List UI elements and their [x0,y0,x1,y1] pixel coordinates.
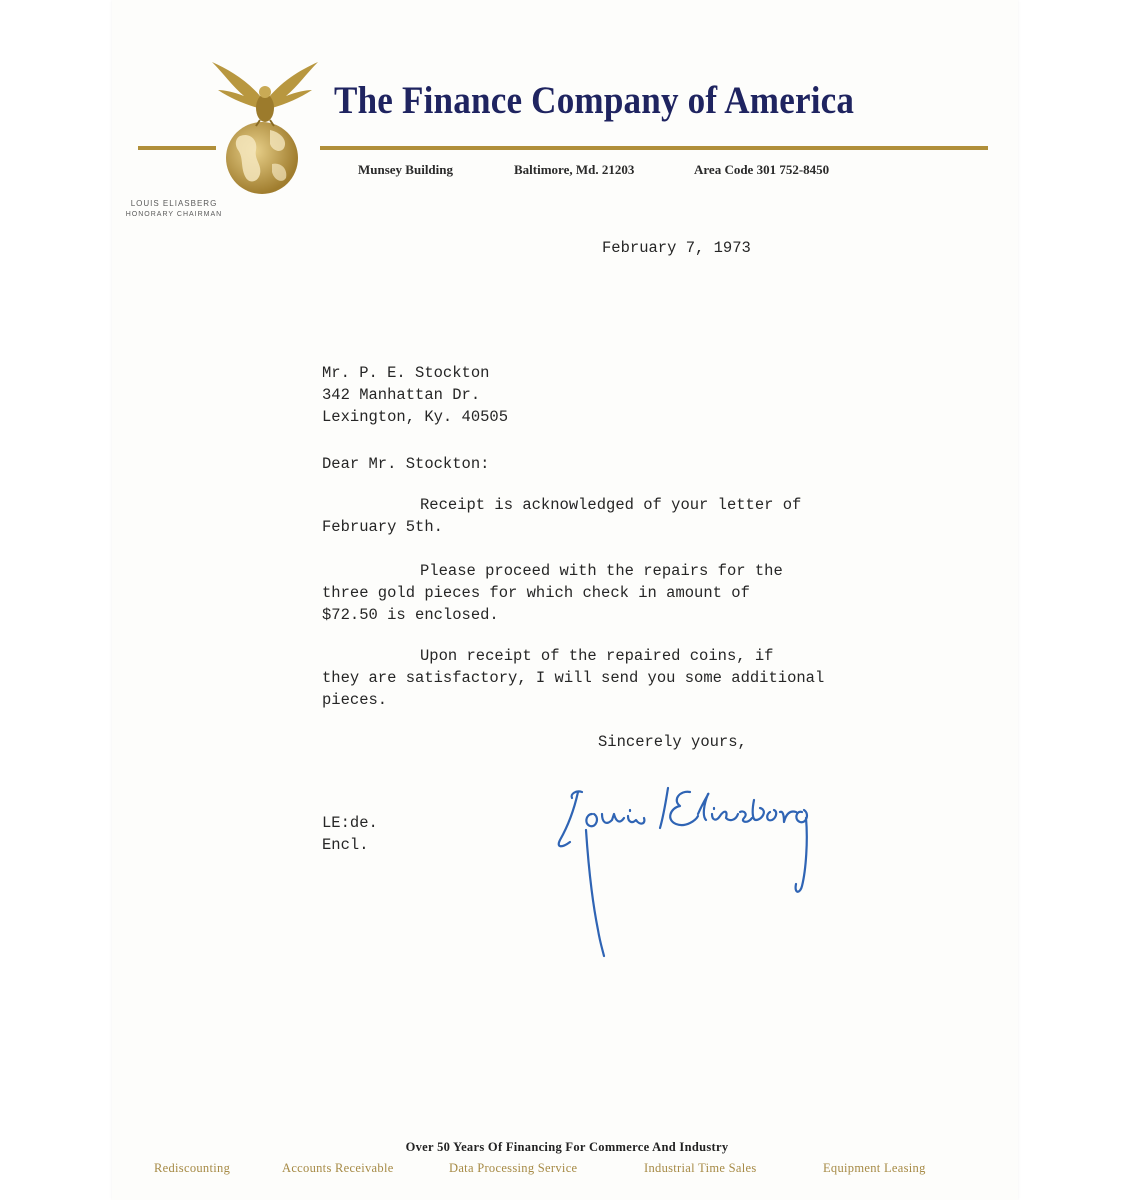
company-name: The Finance Company of America [334,79,855,122]
service-item: Data Processing Service [449,1161,578,1175]
salutation: Dear Mr. Stockton: [322,455,490,473]
body-line: Please proceed with the repairs for the [420,562,783,580]
body-line: pieces. [322,691,388,709]
chairman-title: HONORARY CHAIRMAN [125,211,223,218]
body-line: $72.50 is enclosed. [322,606,499,624]
service-item: Equipment Leasing [823,1161,926,1175]
typist-initials: LE:de. [322,814,378,832]
service-item: Accounts Receivable [282,1161,394,1175]
honorary-chairman [118,198,230,220]
enclosure-note: Encl. [322,836,369,854]
recipient-name: Mr. P. E. Stockton [322,364,490,382]
letter-date: February 7, 1973 [602,239,751,257]
eagle-globe-icon [210,52,320,197]
body-line: Receipt is acknowledged of your letter of [420,496,802,514]
chairman-name: LOUIS ELIASBERG [130,199,218,208]
footer-tagline: Over 50 Years Of Financing For Commerce And Industry [405,1140,729,1154]
signature-icon [540,770,860,970]
service-item: Industrial Time Sales [644,1161,757,1175]
recipient-city: Lexington, Ky. 40505 [322,408,509,426]
address-building: Munsey Building [358,162,454,177]
body-line: February 5th. [322,518,443,536]
body-line: they are satisfactory, I will send you some additional [322,669,825,687]
body-line: three gold pieces for which check in amount of [322,584,750,602]
letterhead-rule-left [138,146,216,150]
recipient-street: 342 Manhattan Dr. [322,386,481,404]
closing: Sincerely yours, [598,733,747,751]
body-line: Upon receipt of the repaired coins, if [420,647,774,665]
address-phone: Area Code 301 752-8450 [694,162,830,177]
letterhead-rule [320,146,988,150]
service-item: Rediscounting [154,1161,231,1175]
address-city: Baltimore, Md. 21203 [514,162,635,177]
